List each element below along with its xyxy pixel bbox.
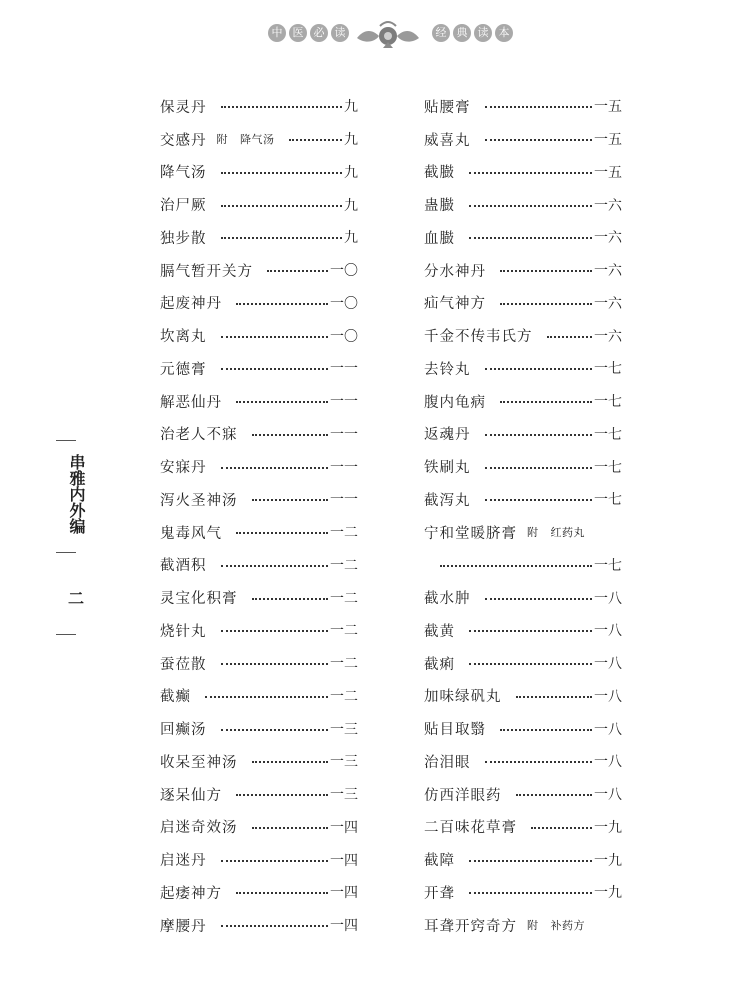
toc-entry xyxy=(160,843,358,876)
dot-leader xyxy=(485,598,593,600)
entry-title: 血臌 xyxy=(424,230,455,247)
toc-entry xyxy=(160,680,358,713)
entry-title: 二百味花草膏 xyxy=(424,820,517,837)
dot-leader xyxy=(221,729,329,731)
entry-title: 铁刷丸 xyxy=(424,460,471,477)
entry-title: 贴目取翳 xyxy=(424,722,486,739)
entry-page-number: 一三 xyxy=(330,787,358,804)
header-char: 本 xyxy=(495,24,513,42)
dot-leader xyxy=(440,565,592,567)
entry-title: 疝气神方 xyxy=(424,296,486,313)
entry-title: 贴腰膏 xyxy=(424,99,471,116)
toc-entry xyxy=(424,909,622,942)
entry-title: 耳聋开窍奇方 xyxy=(424,918,517,935)
dot-leader xyxy=(469,172,592,174)
entry-title: 截痢 xyxy=(424,656,455,673)
entry-title: 启迷奇效汤 xyxy=(160,820,238,837)
toc-entry xyxy=(424,418,622,451)
toc-entry xyxy=(160,614,358,647)
entry-page-number: 一六 xyxy=(594,230,622,247)
entry-title: 治尸厥 xyxy=(160,198,207,215)
toc-entry xyxy=(424,483,622,516)
entry-title: 膈气暂开关方 xyxy=(160,263,253,280)
entry-page-number: 一六 xyxy=(594,328,622,345)
entry-page-number: 一七 xyxy=(594,361,622,378)
entry-page-number: 一一 xyxy=(330,361,358,378)
entry-note-text: 降气汤 xyxy=(240,133,275,147)
entry-page-number: 一七 xyxy=(594,557,622,574)
entry-page-number: 一六 xyxy=(594,263,622,280)
entry-title: 开聋 xyxy=(424,885,455,902)
entry-page-number: 一八 xyxy=(594,590,622,607)
entry-title: 元德膏 xyxy=(160,361,207,378)
entry-title: 启迷丹 xyxy=(160,853,207,870)
entry-page-number: 一七 xyxy=(594,459,622,476)
entry-page-number: 一九 xyxy=(594,885,622,902)
toc-entry xyxy=(160,483,358,516)
dot-leader xyxy=(469,892,592,894)
entry-note xyxy=(527,524,585,540)
toc-entry xyxy=(424,876,622,909)
entry-page-number: 一一 xyxy=(330,492,358,509)
dot-leader xyxy=(205,696,328,698)
toc-entry xyxy=(160,287,358,320)
entry-title: 烧针丸 xyxy=(160,623,207,640)
entry-page-number: 九 xyxy=(344,164,358,181)
toc-entry xyxy=(424,156,622,189)
entry-title: 回癫汤 xyxy=(160,722,207,739)
toc-entry xyxy=(424,843,622,876)
dot-leader xyxy=(221,336,329,338)
toc-entry xyxy=(424,319,622,352)
entry-page-number: 一七 xyxy=(594,492,622,509)
entry-page-number: 一五 xyxy=(594,132,622,149)
entry-page-number: 九 xyxy=(344,132,358,149)
entry-title: 摩腰丹 xyxy=(160,918,207,935)
entry-page-number: 一八 xyxy=(594,688,622,705)
toc-column-left xyxy=(160,90,358,942)
entry-page-number: 一〇 xyxy=(330,328,358,345)
toc-entry xyxy=(424,778,622,811)
entry-title: 泻火圣神汤 xyxy=(160,492,238,509)
toc-entry xyxy=(160,778,358,811)
entry-page-number: 一二 xyxy=(330,656,358,673)
toc-entry xyxy=(424,745,622,778)
header-char: 经 xyxy=(432,24,450,42)
toc-entry xyxy=(160,712,358,745)
dot-leader xyxy=(221,205,343,207)
toc-entry xyxy=(424,287,622,320)
entry-page-number: 一九 xyxy=(594,852,622,869)
toc-entry xyxy=(424,385,622,418)
entry-page-number: 一四 xyxy=(330,852,358,869)
entry-title: 坎离丸 xyxy=(160,329,207,346)
toc-entry xyxy=(424,680,622,713)
entry-title: 截癫 xyxy=(160,689,191,706)
page-number: 二 xyxy=(68,589,85,608)
toc-entry xyxy=(424,549,622,582)
dot-leader xyxy=(500,270,592,272)
entry-page-number: 一一 xyxy=(330,426,358,443)
dot-leader xyxy=(252,499,329,501)
dot-leader xyxy=(221,172,343,174)
entry-page-number: 一七 xyxy=(594,426,622,443)
entry-page-number: 一四 xyxy=(330,819,358,836)
entry-page-number: 一六 xyxy=(594,197,622,214)
header-char: 读 xyxy=(474,24,492,42)
side-rule-top xyxy=(56,440,76,441)
entry-title: 起痿神方 xyxy=(160,885,222,902)
toc-entry xyxy=(424,712,622,745)
header-char: 中 xyxy=(268,24,286,42)
entry-title: 保灵丹 xyxy=(160,99,207,116)
toc-entry xyxy=(160,156,358,189)
entry-title: 宁和堂暖脐膏 xyxy=(424,525,517,542)
entry-title: 降气汤 xyxy=(160,165,207,182)
entry-title: 蛊臌 xyxy=(424,198,455,215)
dot-leader xyxy=(221,106,343,108)
dot-leader xyxy=(516,794,593,796)
side-rule-bottom xyxy=(56,634,76,635)
toc-entry xyxy=(160,647,358,680)
header-ornament-icon xyxy=(353,18,423,52)
entry-page-number: 一六 xyxy=(594,295,622,312)
entry-note xyxy=(217,131,275,147)
dot-leader xyxy=(469,630,592,632)
entry-page-number: 一一 xyxy=(330,394,358,411)
dot-leader xyxy=(531,827,592,829)
toc-entry xyxy=(160,909,358,942)
toc-entry xyxy=(424,188,622,221)
toc-entry xyxy=(424,614,622,647)
dot-leader xyxy=(485,499,593,501)
entry-page-number: 一二 xyxy=(330,557,358,574)
dot-leader xyxy=(485,434,593,436)
entry-page-number: 一二 xyxy=(330,623,358,640)
entry-title: 截黄 xyxy=(424,623,455,640)
dot-leader xyxy=(221,565,329,567)
entry-page-number: 一八 xyxy=(594,787,622,804)
dot-leader xyxy=(469,860,592,862)
side-tab xyxy=(54,440,90,640)
header-char: 必 xyxy=(310,24,328,42)
entry-title: 逐呆仙方 xyxy=(160,787,222,804)
entry-title: 交感丹 xyxy=(160,132,207,149)
toc-entry xyxy=(424,450,622,483)
side-rule-middle xyxy=(56,552,76,553)
entry-note-text: 红药丸 xyxy=(550,526,585,540)
toc-entry xyxy=(160,516,358,549)
entry-note-text: 补药方 xyxy=(550,919,585,933)
entry-note-tag: 附 xyxy=(216,133,228,147)
entry-title: 起废神丹 xyxy=(160,296,222,313)
entry-title: 治老人不寐 xyxy=(160,427,238,444)
toc-entry xyxy=(424,352,622,385)
dot-leader xyxy=(289,139,343,141)
entry-page-number: 一三 xyxy=(330,754,358,771)
dot-leader xyxy=(267,270,328,272)
dot-leader xyxy=(516,696,593,698)
entry-page-number: 一五 xyxy=(594,164,622,181)
header-char: 读 xyxy=(331,24,349,42)
toc-entry xyxy=(160,385,358,418)
toc-entry xyxy=(160,123,358,156)
entry-title: 安寐丹 xyxy=(160,460,207,477)
toc-entry xyxy=(160,221,358,254)
dot-leader xyxy=(236,303,328,305)
entry-title: 腹内龟病 xyxy=(424,394,486,411)
entry-title: 收呆至神汤 xyxy=(160,754,238,771)
dot-leader xyxy=(485,467,593,469)
entry-page-number: 一二 xyxy=(330,525,358,542)
entry-page-number: 一二 xyxy=(330,590,358,607)
entry-title: 威喜丸 xyxy=(424,132,471,149)
toc-entry xyxy=(424,221,622,254)
toc-entry xyxy=(160,352,358,385)
dot-leader xyxy=(485,139,593,141)
dot-leader xyxy=(485,761,593,763)
dot-leader xyxy=(221,630,329,632)
toc-entry xyxy=(160,254,358,287)
entry-page-number: 一二 xyxy=(330,688,358,705)
dot-leader xyxy=(500,401,592,403)
entry-page-number: 九 xyxy=(344,230,358,247)
entry-page-number: 一五 xyxy=(594,99,622,116)
header-char: 医 xyxy=(289,24,307,42)
entry-title: 截泻丸 xyxy=(424,492,471,509)
entry-title: 加味绿矾丸 xyxy=(424,689,502,706)
entry-title: 返魂丹 xyxy=(424,427,471,444)
toc-entry xyxy=(160,581,358,614)
entry-title: 独步散 xyxy=(160,230,207,247)
entry-page-number: 一八 xyxy=(594,754,622,771)
dot-leader xyxy=(236,794,328,796)
toc-entry xyxy=(424,516,622,549)
entry-page-number: 一八 xyxy=(594,623,622,640)
toc-entry xyxy=(424,123,622,156)
page-header xyxy=(0,18,750,52)
entry-page-number: 一三 xyxy=(330,721,358,738)
entry-title: 去铃丸 xyxy=(424,361,471,378)
entry-title: 分水神丹 xyxy=(424,263,486,280)
dot-leader xyxy=(469,237,592,239)
dot-leader xyxy=(236,892,328,894)
dot-leader xyxy=(221,368,329,370)
entry-page-number: 一〇 xyxy=(330,295,358,312)
dot-leader xyxy=(236,401,328,403)
toc-entry xyxy=(160,188,358,221)
entry-page-number: 九 xyxy=(344,197,358,214)
dot-leader xyxy=(547,336,593,338)
entry-page-number: 九 xyxy=(344,99,358,116)
toc-entry xyxy=(160,450,358,483)
entry-title: 截水肿 xyxy=(424,591,471,608)
toc-entry xyxy=(424,647,622,680)
dot-leader xyxy=(500,303,592,305)
dot-leader xyxy=(221,237,343,239)
dot-leader xyxy=(252,761,329,763)
entry-page-number: 一四 xyxy=(330,918,358,935)
toc-entry xyxy=(160,876,358,909)
dot-leader xyxy=(252,827,329,829)
entry-title: 截酒积 xyxy=(160,558,207,575)
toc-entry xyxy=(160,90,358,123)
dot-leader xyxy=(252,434,329,436)
entry-page-number: 一八 xyxy=(594,656,622,673)
header-char: 典 xyxy=(453,24,471,42)
dot-leader xyxy=(485,368,593,370)
toc-entry xyxy=(160,549,358,582)
entry-note-tag: 附 xyxy=(527,526,539,540)
entry-page-number: 一〇 xyxy=(330,263,358,280)
toc-entry xyxy=(424,811,622,844)
entry-title: 解恶仙丹 xyxy=(160,394,222,411)
dot-leader xyxy=(221,925,329,927)
book-title: 串雅内外编 xyxy=(67,454,86,534)
dot-leader xyxy=(469,663,592,665)
dot-leader xyxy=(221,663,329,665)
entry-title: 治泪眼 xyxy=(424,754,471,771)
entry-page-number: 一四 xyxy=(330,885,358,902)
dot-leader xyxy=(221,467,329,469)
dot-leader xyxy=(221,860,329,862)
entry-note-tag: 附 xyxy=(527,919,539,933)
entry-page-number: 一九 xyxy=(594,819,622,836)
entry-title: 千金不传韦氏方 xyxy=(424,329,533,346)
entry-title: 仿西洋眼药 xyxy=(424,787,502,804)
entry-title: 截障 xyxy=(424,853,455,870)
entry-title: 截臌 xyxy=(424,165,455,182)
toc-entry xyxy=(160,811,358,844)
toc-entry xyxy=(424,90,622,123)
entry-title: 鬼毒风气 xyxy=(160,525,222,542)
entry-page-number: 一八 xyxy=(594,721,622,738)
dot-leader xyxy=(485,106,593,108)
toc-entry xyxy=(160,745,358,778)
dot-leader xyxy=(252,598,329,600)
entry-note xyxy=(527,917,585,933)
entry-title: 蚕莅散 xyxy=(160,656,207,673)
entry-title: 灵宝化积膏 xyxy=(160,591,238,608)
dot-leader xyxy=(500,729,592,731)
dot-leader xyxy=(236,532,328,534)
dot-leader xyxy=(469,205,592,207)
header-book-type xyxy=(432,24,513,42)
toc-entry xyxy=(424,581,622,614)
toc-entry xyxy=(160,319,358,352)
toc-entry xyxy=(160,418,358,451)
toc-entry xyxy=(424,254,622,287)
entry-page-number: 一七 xyxy=(594,394,622,411)
entry-page-number: 一一 xyxy=(330,459,358,476)
header-series-name xyxy=(268,24,349,42)
toc-column-right xyxy=(424,90,622,942)
